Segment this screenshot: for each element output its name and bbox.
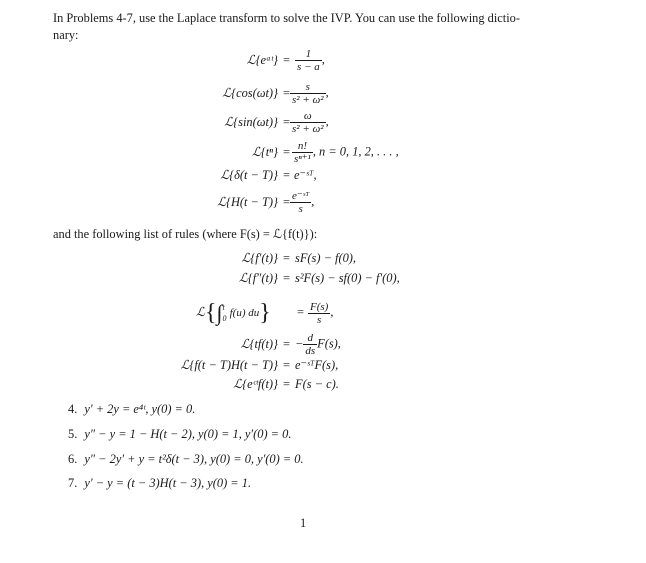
rule-equals: = <box>283 377 290 391</box>
laplace-symbol: ℒ <box>196 305 205 319</box>
rule-tail: , <box>330 305 334 319</box>
rule-lhs: ℒ{eᶜᵗf(t)} <box>233 377 278 391</box>
dict-tail: , n = 0, 1, 2, . . . , <box>312 144 399 159</box>
integral-upper: t <box>222 303 225 313</box>
fraction <box>290 81 326 106</box>
rule-rhs: F(s − c). <box>295 377 339 391</box>
fraction <box>295 48 322 73</box>
rule-rhs: s²F(s) − sf(0) − f′(0), <box>295 271 400 285</box>
fraction <box>308 301 330 326</box>
fraction-numerator: e⁻ˢᵀ <box>292 190 310 202</box>
fraction-denominator: s <box>308 313 330 326</box>
dict-equals: = <box>283 86 290 100</box>
problem-item <box>68 427 291 442</box>
problem-number: 4. <box>68 402 78 416</box>
rule-rhs: sF(s) − f(0), <box>295 251 357 265</box>
page-number: 1 <box>300 516 307 530</box>
dict-tail: , <box>311 194 315 209</box>
rule-lhs-integral: ℒ{∫ t 0 f(u) du} <box>196 300 271 327</box>
fraction-numerator: n! <box>297 140 308 152</box>
fraction-denominator: sⁿ⁺¹ <box>294 153 311 165</box>
dict-lhs: ℒ{sin(ωt)} <box>224 115 278 129</box>
rule-equals: = <box>283 271 290 285</box>
problem-text: y′ + 2y = e⁴ᵗ, y(0) = 0. <box>84 402 196 416</box>
dict-tail: , <box>325 114 329 129</box>
rules-intro: and the following list of rules (where F(s) = ℒ{f(t)}): <box>53 227 318 241</box>
rule-rhs <box>295 332 341 357</box>
rule-rhs <box>308 295 333 329</box>
problem-text: y″ − 2y′ + y = t²δ(t − 3), y(0) = 0, y′(0) = 0. <box>84 452 304 466</box>
problem-number: 7. <box>68 476 78 490</box>
fraction-numerator: ω <box>303 110 312 122</box>
dict-equals: = <box>283 145 290 159</box>
rule-equals: = <box>297 305 304 319</box>
problem-number: 6. <box>68 452 78 466</box>
fraction-denominator: s² + ω² <box>292 123 324 135</box>
dict-lhs: ℒ{eᵃᵗ} <box>246 53 278 67</box>
rule-equals: = <box>283 358 290 372</box>
dict-equals: = <box>283 168 290 182</box>
problem-item <box>68 402 195 417</box>
fraction <box>303 332 317 357</box>
dict-lhs: ℒ{tⁿ} <box>251 145 278 159</box>
intro-line-2: nary: <box>53 28 79 42</box>
dict-rhs <box>290 190 314 215</box>
intro-line-1: In Problems 4-7, use the Laplace transform to solve the IVP. You can use the following dictio- <box>53 11 520 25</box>
problem-text: y′ − y = (t − 3)H(t − 3), y(0) = 1. <box>84 476 252 490</box>
dict-lhs: ℒ{cos(ωt)} <box>222 86 278 100</box>
dict-equals: = <box>283 115 290 129</box>
dict-rhs <box>295 48 325 73</box>
rule-tail: F(s), <box>317 336 341 351</box>
fraction <box>292 140 313 165</box>
integral-sign: ∫ <box>216 300 223 326</box>
dict-equals: = <box>283 53 290 67</box>
dict-lhs: ℒ{δ(t − T)} <box>220 168 278 182</box>
integral-lower: 0 <box>222 314 227 324</box>
problem-text: y″ − y = 1 − H(t − 2), y(0) = 1, y′(0) = 0. <box>84 427 292 441</box>
fraction-numerator: 1 <box>305 48 312 60</box>
rule-rhs: e⁻ˢᵀF(s), <box>295 358 339 372</box>
fraction <box>290 190 311 215</box>
dict-rhs <box>292 140 399 165</box>
dict-rhs: e⁻ˢᵀ, <box>294 168 317 182</box>
dict-tail: , <box>321 52 325 67</box>
rule-lhs: ℒ{tf(t)} <box>240 337 278 351</box>
problem-number: 5. <box>68 427 78 441</box>
dict-lhs: ℒ{H(t − T)} <box>217 195 278 209</box>
rule-lhs: ℒ{f″(t)} <box>238 271 278 285</box>
dict-tail: , <box>325 85 329 100</box>
problem-item <box>68 452 304 467</box>
problem-item <box>68 476 251 491</box>
rule-equals: = <box>283 337 290 351</box>
rule-lhs: ℒ{f(t − T)H(t − T)} <box>180 358 278 372</box>
fraction-numerator: F(s) <box>310 300 329 313</box>
fraction <box>290 110 326 135</box>
fraction-numerator: d <box>307 332 314 344</box>
rule-equals: = <box>283 251 290 265</box>
fraction-denominator: s <box>290 202 311 215</box>
dict-equals: = <box>283 195 290 209</box>
fraction-denominator: s − a <box>297 61 320 73</box>
fraction-numerator: s <box>305 81 310 93</box>
dict-rhs <box>290 110 329 135</box>
intro-paragraph <box>53 10 573 44</box>
rule-lhs: ℒ{f′(t)} <box>241 251 278 265</box>
dict-rhs <box>290 81 329 106</box>
fraction-denominator: s² + ω² <box>292 94 324 106</box>
minus-sign: − <box>295 336 304 351</box>
fraction-denominator: ds <box>305 345 316 357</box>
integrand: f(u) du <box>229 307 260 319</box>
